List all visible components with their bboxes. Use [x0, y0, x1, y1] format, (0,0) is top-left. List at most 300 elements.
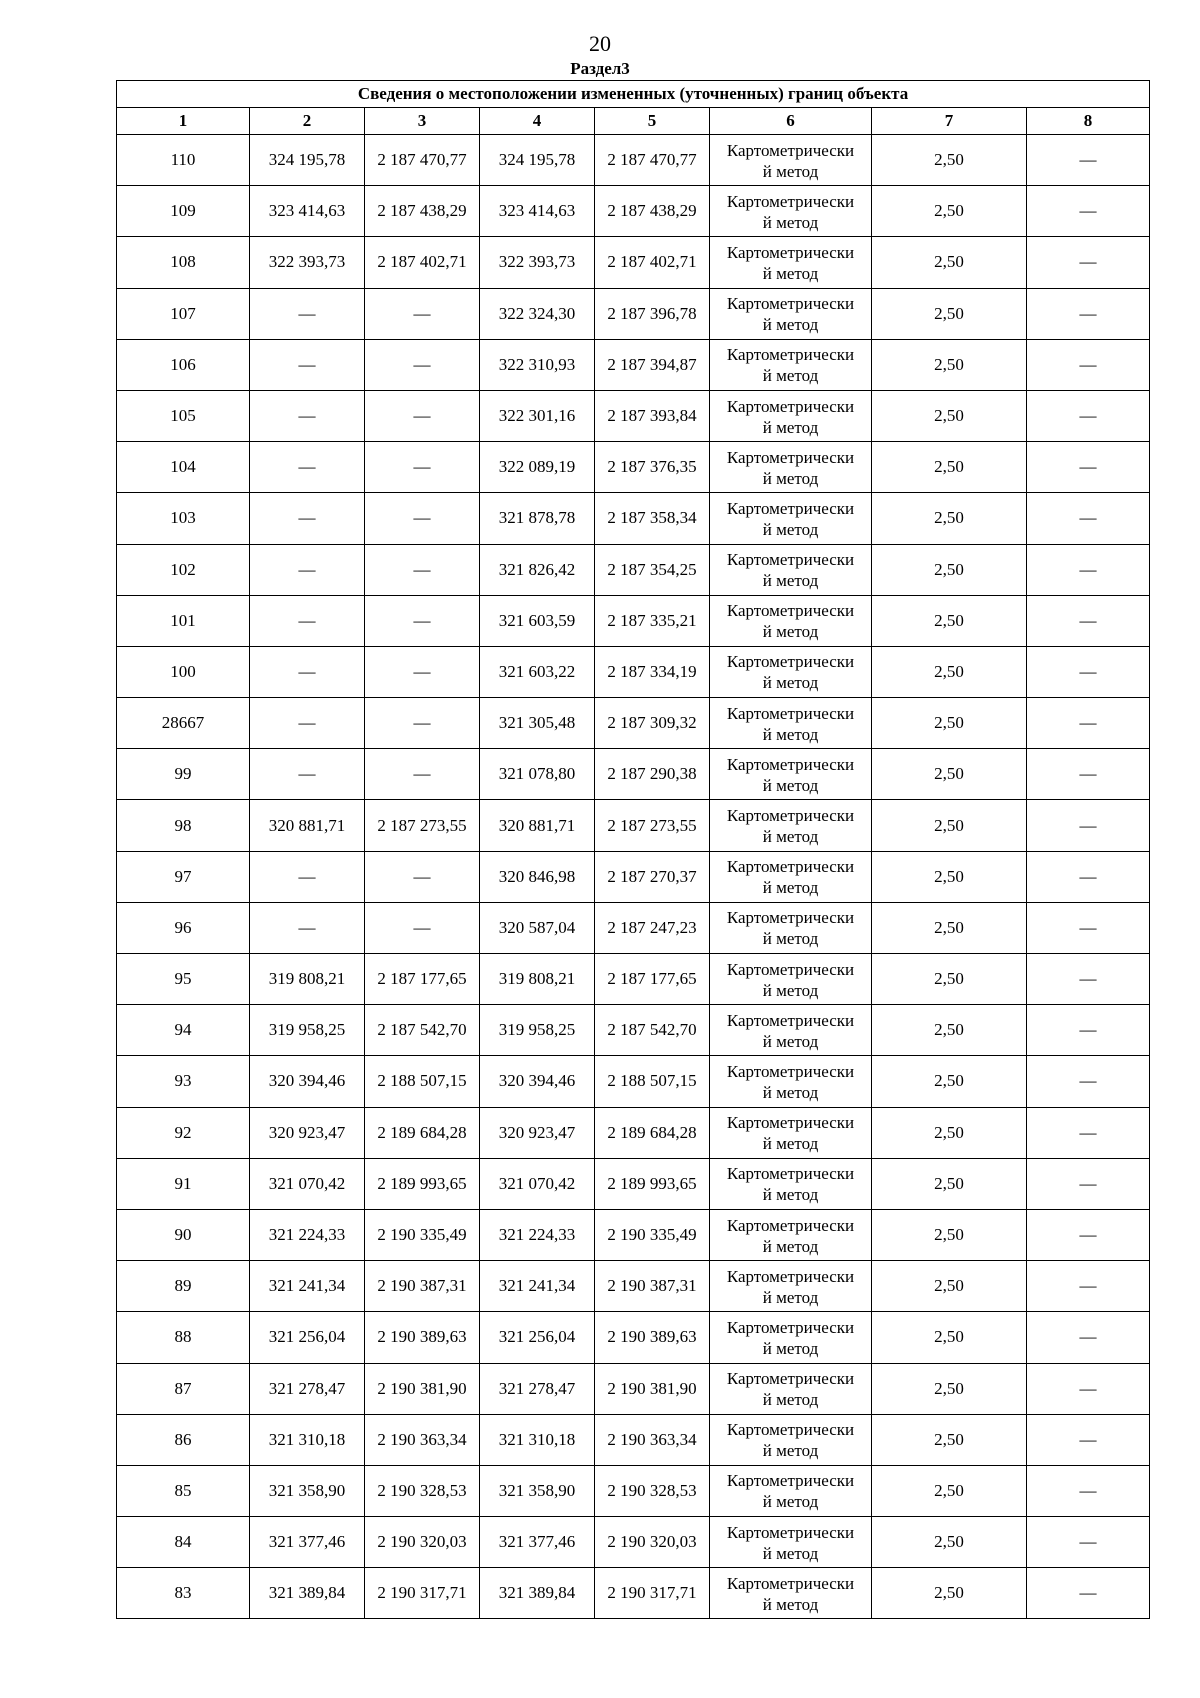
method-cell	[710, 1312, 872, 1363]
note-cell: —	[1027, 698, 1150, 749]
x-coordinate-existing-cell: —	[250, 544, 365, 595]
y-coordinate-existing-cell: 2 190 381,90	[365, 1363, 480, 1414]
y-coordinate-refined-cell: 2 190 389,63	[595, 1312, 710, 1363]
table-row	[117, 237, 1150, 288]
x-coordinate-existing-cell: —	[250, 902, 365, 953]
method-text-line: й метод	[762, 468, 819, 488]
table-row	[117, 1517, 1150, 1568]
accuracy-cell: 2,50	[872, 390, 1027, 441]
x-coordinate-existing-cell: 321 070,42	[250, 1158, 365, 1209]
y-coordinate-refined-cell: 2 187 334,19	[595, 646, 710, 697]
y-coordinate-existing-cell: 2 187 177,65	[365, 954, 480, 1005]
point-number-cell: 28667	[117, 698, 250, 749]
x-coordinate-existing-cell: 322 393,73	[250, 237, 365, 288]
section-title: Раздел3	[570, 59, 630, 78]
y-coordinate-existing-cell: 2 190 320,03	[365, 1517, 480, 1568]
y-coordinate-refined-cell: 2 187 177,65	[595, 954, 710, 1005]
method-text-line: й метод	[762, 1287, 819, 1307]
column-number: 7	[872, 108, 1027, 135]
point-number-cell: 98	[117, 800, 250, 851]
y-coordinate-existing-cell: 2 189 684,28	[365, 1107, 480, 1158]
accuracy-cell: 2,50	[872, 902, 1027, 953]
y-coordinate-refined-cell: 2 187 354,25	[595, 544, 710, 595]
method-cell	[710, 339, 872, 390]
accuracy-cell: 2,50	[872, 1363, 1027, 1414]
method-text-line: й метод	[762, 1390, 819, 1410]
x-coordinate-refined-cell: 321 310,18	[480, 1414, 595, 1465]
method-cell	[710, 442, 872, 493]
page-number: 20	[589, 31, 611, 56]
y-coordinate-existing-cell: —	[365, 339, 480, 390]
accuracy-cell: 2,50	[872, 237, 1027, 288]
y-coordinate-refined-cell: 2 190 328,53	[595, 1465, 710, 1516]
table-row	[117, 1363, 1150, 1414]
y-coordinate-existing-cell: —	[365, 390, 480, 441]
method-text-line: й метод	[762, 1185, 819, 1205]
method-text-line: Картометрически	[726, 1061, 855, 1081]
y-coordinate-existing-cell: —	[365, 288, 480, 339]
x-coordinate-existing-cell: 324 195,78	[250, 135, 365, 186]
accuracy-cell: 2,50	[872, 851, 1027, 902]
x-coordinate-existing-cell: 320 881,71	[250, 800, 365, 851]
accuracy-cell: 2,50	[872, 749, 1027, 800]
x-coordinate-existing-cell: 321 278,47	[250, 1363, 365, 1414]
method-cell	[710, 1209, 872, 1260]
point-number-cell: 110	[117, 135, 250, 186]
point-number-cell: 107	[117, 288, 250, 339]
table-row	[117, 186, 1150, 237]
y-coordinate-refined-cell: 2 188 507,15	[595, 1056, 710, 1107]
y-coordinate-existing-cell: —	[365, 902, 480, 953]
note-cell: —	[1027, 390, 1150, 441]
method-text-line: й метод	[762, 366, 819, 386]
method-text-line: Картометрически	[726, 498, 855, 518]
method-cell	[710, 1158, 872, 1209]
note-cell: —	[1027, 339, 1150, 390]
x-coordinate-existing-cell: 321 310,18	[250, 1414, 365, 1465]
accuracy-cell: 2,50	[872, 1312, 1027, 1363]
method-text-line: й метод	[762, 417, 819, 437]
table-row	[117, 1209, 1150, 1260]
y-coordinate-refined-cell: 2 190 381,90	[595, 1363, 710, 1414]
method-text-line: й метод	[762, 519, 819, 539]
table-row	[117, 800, 1150, 851]
table-row	[117, 1107, 1150, 1158]
y-coordinate-existing-cell: —	[365, 595, 480, 646]
method-text-line: Картометрически	[726, 1266, 855, 1286]
x-coordinate-refined-cell: 321 389,84	[480, 1568, 595, 1619]
y-coordinate-existing-cell: 2 187 438,29	[365, 186, 480, 237]
note-cell: —	[1027, 544, 1150, 595]
method-cell	[710, 390, 872, 441]
y-coordinate-existing-cell: —	[365, 698, 480, 749]
method-text-line: Картометрически	[726, 1471, 855, 1491]
x-coordinate-refined-cell: 319 958,25	[480, 1005, 595, 1056]
x-coordinate-existing-cell: —	[250, 851, 365, 902]
accuracy-cell: 2,50	[872, 595, 1027, 646]
y-coordinate-existing-cell: 2 190 328,53	[365, 1465, 480, 1516]
x-coordinate-existing-cell: —	[250, 595, 365, 646]
accuracy-cell: 2,50	[872, 1465, 1027, 1516]
accuracy-cell: 2,50	[872, 698, 1027, 749]
method-text-line: Картометрически	[726, 294, 855, 314]
y-coordinate-existing-cell: —	[365, 851, 480, 902]
method-text-line: Картометрически	[726, 191, 855, 211]
point-number-cell: 95	[117, 954, 250, 1005]
method-text-line: Картометрически	[726, 959, 855, 979]
y-coordinate-refined-cell: 2 190 320,03	[595, 1517, 710, 1568]
table-row	[117, 390, 1150, 441]
note-cell: —	[1027, 186, 1150, 237]
x-coordinate-existing-cell: 320 394,46	[250, 1056, 365, 1107]
method-text-line: й метод	[762, 571, 819, 591]
y-coordinate-existing-cell: 2 190 317,71	[365, 1568, 480, 1619]
x-coordinate-existing-cell: —	[250, 339, 365, 390]
y-coordinate-refined-cell: 2 190 387,31	[595, 1261, 710, 1312]
table-row	[117, 1158, 1150, 1209]
method-text-line: Картометрически	[726, 806, 855, 826]
y-coordinate-existing-cell: 2 190 363,34	[365, 1414, 480, 1465]
method-text-line: Картометрически	[726, 703, 855, 723]
method-text-line: Картометрически	[726, 601, 855, 621]
y-coordinate-existing-cell: 2 187 273,55	[365, 800, 480, 851]
method-cell	[710, 954, 872, 1005]
accuracy-cell: 2,50	[872, 1209, 1027, 1260]
x-coordinate-existing-cell: 323 414,63	[250, 186, 365, 237]
note-cell: —	[1027, 493, 1150, 544]
x-coordinate-existing-cell: —	[250, 442, 365, 493]
column-number: 6	[710, 108, 872, 135]
point-number-cell: 105	[117, 390, 250, 441]
method-text-line: Картометрически	[726, 1522, 855, 1542]
accuracy-cell: 2,50	[872, 1056, 1027, 1107]
note-cell: —	[1027, 954, 1150, 1005]
x-coordinate-existing-cell: —	[250, 390, 365, 441]
x-coordinate-existing-cell: —	[250, 749, 365, 800]
x-coordinate-existing-cell: 321 389,84	[250, 1568, 365, 1619]
x-coordinate-refined-cell: 320 587,04	[480, 902, 595, 953]
x-coordinate-refined-cell: 321 358,90	[480, 1465, 595, 1516]
y-coordinate-existing-cell: 2 190 387,31	[365, 1261, 480, 1312]
method-text-line: Картометрически	[726, 1573, 855, 1593]
x-coordinate-refined-cell: 321 878,78	[480, 493, 595, 544]
note-cell: —	[1027, 1209, 1150, 1260]
accuracy-cell: 2,50	[872, 493, 1027, 544]
x-coordinate-existing-cell: 321 241,34	[250, 1261, 365, 1312]
method-cell	[710, 1005, 872, 1056]
method-cell	[710, 646, 872, 697]
x-coordinate-refined-cell: 322 089,19	[480, 442, 595, 493]
x-coordinate-refined-cell: 321 603,22	[480, 646, 595, 697]
method-text-line: Картометрически	[726, 345, 855, 365]
table-row	[117, 1568, 1150, 1619]
accuracy-cell: 2,50	[872, 1568, 1027, 1619]
method-cell	[710, 1414, 872, 1465]
column-number: 1	[117, 108, 250, 135]
x-coordinate-refined-cell: 320 846,98	[480, 851, 595, 902]
point-number-cell: 99	[117, 749, 250, 800]
y-coordinate-refined-cell: 2 190 363,34	[595, 1414, 710, 1465]
x-coordinate-existing-cell: —	[250, 646, 365, 697]
table-row	[117, 288, 1150, 339]
point-number-cell: 101	[117, 595, 250, 646]
accuracy-cell: 2,50	[872, 1414, 1027, 1465]
note-cell: —	[1027, 1056, 1150, 1107]
point-number-cell: 93	[117, 1056, 250, 1107]
accuracy-cell: 2,50	[872, 1107, 1027, 1158]
note-cell: —	[1027, 1465, 1150, 1516]
method-cell	[710, 800, 872, 851]
method-text-line: Картометрически	[726, 1164, 855, 1184]
x-coordinate-existing-cell: —	[250, 493, 365, 544]
method-text-line: Картометрически	[726, 652, 855, 672]
method-text-line: Картометрически	[726, 140, 855, 160]
table-row	[117, 851, 1150, 902]
table-row	[117, 339, 1150, 390]
method-text-line: Картометрически	[726, 1215, 855, 1235]
table-caption: Сведения о местоположении измененных (уточненных) границ объекта	[117, 81, 1150, 108]
point-number-cell: 88	[117, 1312, 250, 1363]
accuracy-cell: 2,50	[872, 442, 1027, 493]
column-number: 4	[480, 108, 595, 135]
method-text-line: й метод	[762, 315, 819, 335]
method-text-line: й метод	[762, 1543, 819, 1563]
table-row	[117, 1005, 1150, 1056]
method-text-line: Картометрически	[726, 1317, 855, 1337]
method-cell	[710, 493, 872, 544]
x-coordinate-refined-cell: 321 826,42	[480, 544, 595, 595]
y-coordinate-refined-cell: 2 190 335,49	[595, 1209, 710, 1260]
method-cell	[710, 851, 872, 902]
column-number: 3	[365, 108, 480, 135]
accuracy-cell: 2,50	[872, 1517, 1027, 1568]
y-coordinate-refined-cell: 2 187 247,23	[595, 902, 710, 953]
column-number: 8	[1027, 108, 1150, 135]
table-row	[117, 493, 1150, 544]
table-row	[117, 954, 1150, 1005]
boundary-coordinates-table	[116, 80, 1150, 1619]
method-text-line: й метод	[762, 161, 819, 181]
method-text-line: Картометрически	[726, 754, 855, 774]
x-coordinate-refined-cell: 319 808,21	[480, 954, 595, 1005]
x-coordinate-refined-cell: 320 394,46	[480, 1056, 595, 1107]
note-cell: —	[1027, 749, 1150, 800]
note-cell: —	[1027, 237, 1150, 288]
x-coordinate-existing-cell: 321 256,04	[250, 1312, 365, 1363]
y-coordinate-refined-cell: 2 187 470,77	[595, 135, 710, 186]
point-number-cell: 86	[117, 1414, 250, 1465]
accuracy-cell: 2,50	[872, 1261, 1027, 1312]
table-row	[117, 544, 1150, 595]
table-row	[117, 1312, 1150, 1363]
method-text-line: й метод	[762, 1082, 819, 1102]
x-coordinate-refined-cell: 321 070,42	[480, 1158, 595, 1209]
x-coordinate-existing-cell: 320 923,47	[250, 1107, 365, 1158]
x-coordinate-refined-cell: 324 195,78	[480, 135, 595, 186]
x-coordinate-refined-cell: 321 278,47	[480, 1363, 595, 1414]
method-text-line: й метод	[762, 1492, 819, 1512]
table-row	[117, 749, 1150, 800]
method-text-line: й метод	[762, 929, 819, 949]
note-cell: —	[1027, 902, 1150, 953]
method-cell	[710, 698, 872, 749]
point-number-cell: 91	[117, 1158, 250, 1209]
method-text-line: й метод	[762, 980, 819, 1000]
method-text-line: й метод	[762, 622, 819, 642]
column-number-row	[117, 108, 1150, 135]
x-coordinate-refined-cell: 321 256,04	[480, 1312, 595, 1363]
method-text-line: Картометрически	[726, 550, 855, 570]
accuracy-cell: 2,50	[872, 288, 1027, 339]
y-coordinate-existing-cell: —	[365, 749, 480, 800]
y-coordinate-refined-cell: 2 187 396,78	[595, 288, 710, 339]
x-coordinate-existing-cell: 321 377,46	[250, 1517, 365, 1568]
table-row	[117, 1261, 1150, 1312]
method-cell	[710, 135, 872, 186]
y-coordinate-refined-cell: 2 187 290,38	[595, 749, 710, 800]
point-number-cell: 109	[117, 186, 250, 237]
table-row	[117, 595, 1150, 646]
method-text-line: Картометрически	[726, 447, 855, 467]
y-coordinate-existing-cell: 2 190 335,49	[365, 1209, 480, 1260]
y-coordinate-refined-cell: 2 187 358,34	[595, 493, 710, 544]
note-cell: —	[1027, 1107, 1150, 1158]
note-cell: —	[1027, 1517, 1150, 1568]
method-text-line: Картометрически	[726, 1369, 855, 1389]
note-cell: —	[1027, 595, 1150, 646]
point-number-cell: 104	[117, 442, 250, 493]
x-coordinate-existing-cell: 321 358,90	[250, 1465, 365, 1516]
y-coordinate-refined-cell: 2 187 393,84	[595, 390, 710, 441]
y-coordinate-refined-cell: 2 187 309,32	[595, 698, 710, 749]
y-coordinate-refined-cell: 2 187 438,29	[595, 186, 710, 237]
table-row	[117, 902, 1150, 953]
y-coordinate-existing-cell: —	[365, 544, 480, 595]
y-coordinate-refined-cell: 2 189 684,28	[595, 1107, 710, 1158]
method-text-line: Картометрически	[726, 396, 855, 416]
point-number-cell: 92	[117, 1107, 250, 1158]
x-coordinate-refined-cell: 321 305,48	[480, 698, 595, 749]
accuracy-cell: 2,50	[872, 339, 1027, 390]
accuracy-cell: 2,50	[872, 544, 1027, 595]
y-coordinate-existing-cell: —	[365, 442, 480, 493]
x-coordinate-existing-cell: 321 224,33	[250, 1209, 365, 1260]
method-text-line: й метод	[762, 1236, 819, 1256]
point-number-cell: 94	[117, 1005, 250, 1056]
point-number-cell: 89	[117, 1261, 250, 1312]
method-text-line: Картометрически	[726, 1113, 855, 1133]
y-coordinate-existing-cell: 2 190 389,63	[365, 1312, 480, 1363]
method-cell	[710, 1465, 872, 1516]
method-text-line: й метод	[762, 878, 819, 898]
method-cell	[710, 595, 872, 646]
x-coordinate-refined-cell: 322 324,30	[480, 288, 595, 339]
method-text-line: й метод	[762, 212, 819, 232]
table-row	[117, 1056, 1150, 1107]
y-coordinate-existing-cell: —	[365, 493, 480, 544]
y-coordinate-existing-cell: 2 187 470,77	[365, 135, 480, 186]
table-row	[117, 646, 1150, 697]
note-cell: —	[1027, 1261, 1150, 1312]
note-cell: —	[1027, 442, 1150, 493]
x-coordinate-refined-cell: 322 310,93	[480, 339, 595, 390]
point-number-cell: 108	[117, 237, 250, 288]
x-coordinate-existing-cell: 319 958,25	[250, 1005, 365, 1056]
method-cell	[710, 288, 872, 339]
method-text-line: Картометрически	[726, 1010, 855, 1030]
accuracy-cell: 2,50	[872, 954, 1027, 1005]
point-number-cell: 100	[117, 646, 250, 697]
point-number-cell: 87	[117, 1363, 250, 1414]
point-number-cell: 102	[117, 544, 250, 595]
method-cell	[710, 1517, 872, 1568]
method-text-line: й метод	[762, 724, 819, 744]
table-row	[117, 442, 1150, 493]
y-coordinate-refined-cell: 2 187 376,35	[595, 442, 710, 493]
note-cell: —	[1027, 1158, 1150, 1209]
point-number-cell: 96	[117, 902, 250, 953]
accuracy-cell: 2,50	[872, 800, 1027, 851]
y-coordinate-refined-cell: 2 190 317,71	[595, 1568, 710, 1619]
method-text-line: й метод	[762, 263, 819, 283]
method-text-line: й метод	[762, 1441, 819, 1461]
note-cell: —	[1027, 1363, 1150, 1414]
y-coordinate-existing-cell: 2 188 507,15	[365, 1056, 480, 1107]
y-coordinate-refined-cell: 2 189 993,65	[595, 1158, 710, 1209]
x-coordinate-refined-cell: 321 224,33	[480, 1209, 595, 1260]
accuracy-cell: 2,50	[872, 1005, 1027, 1056]
x-coordinate-refined-cell: 321 078,80	[480, 749, 595, 800]
point-number-cell: 106	[117, 339, 250, 390]
y-coordinate-existing-cell: 2 187 542,70	[365, 1005, 480, 1056]
x-coordinate-refined-cell: 321 377,46	[480, 1517, 595, 1568]
x-coordinate-refined-cell: 321 603,59	[480, 595, 595, 646]
y-coordinate-existing-cell: 2 187 402,71	[365, 237, 480, 288]
method-text-line: й метод	[762, 775, 819, 795]
table-body	[117, 135, 1150, 1619]
y-coordinate-existing-cell: —	[365, 646, 480, 697]
method-cell	[710, 544, 872, 595]
point-number-cell: 90	[117, 1209, 250, 1260]
x-coordinate-existing-cell: —	[250, 698, 365, 749]
x-coordinate-refined-cell: 323 414,63	[480, 186, 595, 237]
method-text-line: й метод	[762, 1134, 819, 1154]
point-number-cell: 83	[117, 1568, 250, 1619]
y-coordinate-refined-cell: 2 187 335,21	[595, 595, 710, 646]
table-row	[117, 698, 1150, 749]
accuracy-cell: 2,50	[872, 135, 1027, 186]
method-text-line: Картометрически	[726, 242, 855, 262]
x-coordinate-existing-cell: 319 808,21	[250, 954, 365, 1005]
method-text-line: й метод	[762, 1594, 819, 1614]
note-cell: —	[1027, 1005, 1150, 1056]
method-cell	[710, 1056, 872, 1107]
y-coordinate-refined-cell: 2 187 542,70	[595, 1005, 710, 1056]
note-cell: —	[1027, 1414, 1150, 1465]
method-cell	[710, 1107, 872, 1158]
note-cell: —	[1027, 800, 1150, 851]
table-row	[117, 135, 1150, 186]
note-cell: —	[1027, 646, 1150, 697]
method-cell	[710, 1261, 872, 1312]
accuracy-cell: 2,50	[872, 646, 1027, 697]
method-cell	[710, 237, 872, 288]
x-coordinate-existing-cell: —	[250, 288, 365, 339]
point-number-cell: 103	[117, 493, 250, 544]
x-coordinate-refined-cell: 321 241,34	[480, 1261, 595, 1312]
method-cell	[710, 1568, 872, 1619]
x-coordinate-refined-cell: 320 881,71	[480, 800, 595, 851]
